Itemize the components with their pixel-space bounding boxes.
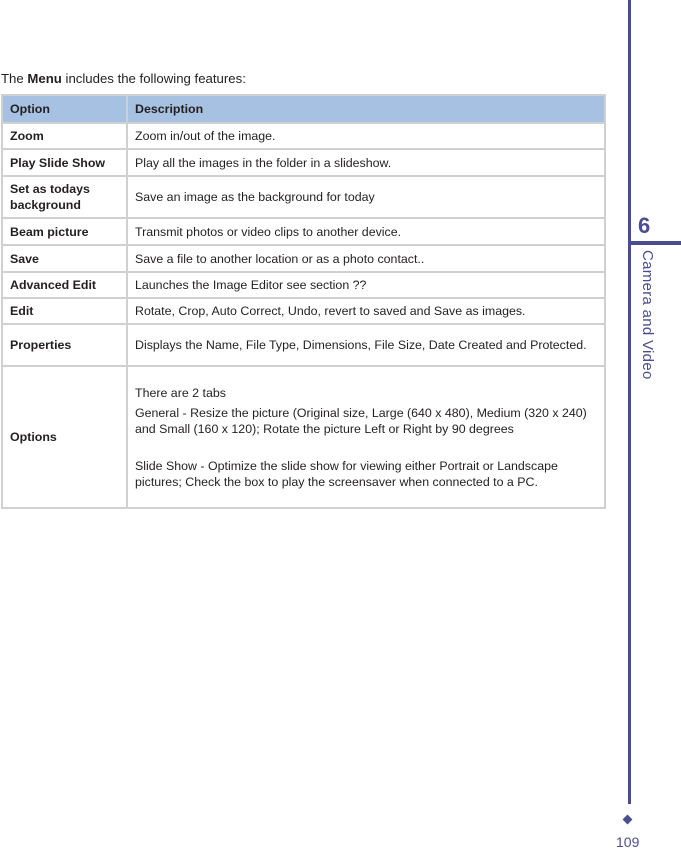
options-slideshow-line: Slide Show - Optimize the slide show for viewing either Portrait or Landscape pictures; Check the box to play the screensaver when connected to a PC. <box>135 458 558 489</box>
option-cell: Edit <box>2 298 127 324</box>
description-cell: Launches the Image Editor see section ?? <box>127 272 605 298</box>
table-row <box>2 176 605 218</box>
description-cell: Save a file to another location or as a photo contact.. <box>127 245 605 272</box>
intro-text <box>1 71 246 86</box>
table-row <box>2 123 605 149</box>
option-cell: Save <box>2 245 127 272</box>
description-cell: Zoom in/out of the image. <box>127 123 605 149</box>
option-cell: Zoom <box>2 123 127 149</box>
option-cell: Properties <box>2 324 127 366</box>
description-cell: Play all the images in the folder in a slideshow. <box>127 149 605 176</box>
options-general-line: General - Resize the picture (Original size, Large (640 x 480), Medium (320 x 240) and Small (160 x 120); Rotate the picture Left or Right by 90 degrees <box>135 405 587 436</box>
header-description: Description <box>127 95 605 123</box>
intro-menu-bold: Menu <box>27 71 62 86</box>
menu-features-table <box>1 94 606 509</box>
option-cell: Set as todays background <box>2 176 127 218</box>
description-cell: Rotate, Crop, Auto Correct, Undo, revert to saved and Save as images. <box>127 298 605 324</box>
table-row <box>2 324 605 366</box>
intro-prefix: The <box>1 71 24 86</box>
option-cell: Advanced Edit <box>2 272 127 298</box>
option-cell: Options <box>2 366 127 508</box>
table-row <box>2 298 605 324</box>
description-cell: Save an image as the background for today <box>127 176 605 218</box>
description-cell <box>127 366 605 508</box>
sidebar-rule <box>628 0 631 804</box>
header-option: Option <box>2 95 127 123</box>
diamond-icon <box>623 815 633 825</box>
intro-suffix: includes the following features: <box>65 71 246 86</box>
table-row <box>2 272 605 298</box>
option-cell: Beam picture <box>2 218 127 245</box>
description-cell: Transmit photos or video clips to another device. <box>127 218 605 245</box>
description-cell: Displays the Name, File Type, Dimensions, File Size, Date Created and Protected. <box>127 324 605 366</box>
spacer <box>135 441 597 458</box>
page-number: 109 <box>616 834 640 850</box>
chapter-title: Camera and Video <box>639 250 656 380</box>
table-header-row <box>2 95 605 123</box>
chapter-marker-bar <box>628 241 681 245</box>
table-row <box>2 245 605 272</box>
options-tabs-line: There are 2 tabs <box>135 385 226 400</box>
table-row <box>2 218 605 245</box>
option-cell: Play Slide Show <box>2 149 127 176</box>
table-row-options <box>2 366 605 508</box>
table-row <box>2 149 605 176</box>
chapter-number: 6 <box>638 213 651 238</box>
